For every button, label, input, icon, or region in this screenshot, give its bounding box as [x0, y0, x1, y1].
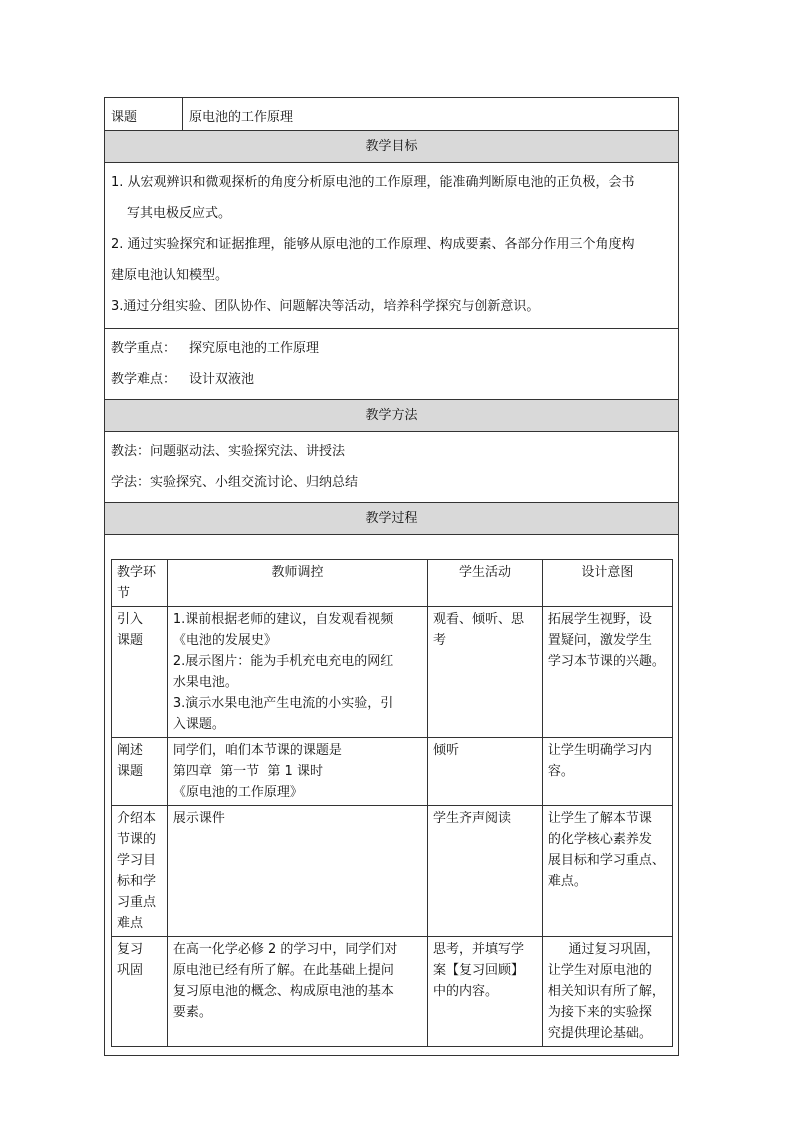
lesson-plan-page	[104, 97, 679, 1056]
student-line: 观看、倾听、思	[433, 612, 525, 627]
topic-value: 原电池的工作原理	[189, 110, 294, 125]
intent-line: 相关知识有所了解，	[547, 984, 665, 999]
intent-cell	[542, 806, 672, 937]
table-row	[112, 738, 673, 806]
stage-line: 阐述	[117, 743, 144, 758]
stage-line: 学习目	[117, 853, 157, 868]
teacher-line: 第四章 第一节 第 1 课时	[172, 764, 323, 779]
intent-cell	[542, 738, 672, 806]
teacher-line: 原电池已经有所了解。在此基础上提问	[172, 963, 394, 978]
objective-3: 3.通过分组实验、团队协作、问题解决等活动，培养科学探究与创新意识。	[111, 299, 540, 314]
teacher-line: 3.演示水果电池产生电流的小实验，引	[172, 696, 394, 711]
teacher-line: 复习原电池的概念、构成原电池的基本	[172, 984, 394, 999]
student-line: 倾听	[433, 743, 460, 758]
teaching-method: 教法：问题驱动法、实验探究法、讲授法	[111, 444, 346, 459]
intent-line: 置疑问，激发学生	[547, 633, 652, 648]
teacher-line: 《电池的发展史》	[172, 633, 277, 648]
teacher-line: 在高一化学必修 2 的学习中，同学们对	[172, 942, 398, 957]
teacher-line: 展示课件	[172, 811, 225, 826]
intent-cell	[542, 937, 672, 1047]
intent-cell	[542, 607, 672, 738]
objective-1-line-2: 写其电极反应式。	[127, 206, 232, 221]
table-row	[112, 806, 673, 937]
topic-row	[105, 98, 678, 131]
stage-line: 复习	[117, 942, 144, 957]
process-header-row	[112, 560, 673, 607]
stage-cell	[112, 806, 168, 937]
process-header: 教学过程	[105, 503, 678, 535]
stage-line: 课题	[117, 633, 144, 648]
objective-2-line-1: 2. 通过实验探究和证据推理，能够从原电池的工作原理、构成要素、各部分作用三个角度构	[111, 237, 635, 252]
column-header-stage: 教学环节	[112, 560, 168, 607]
intent-line: 的化学核心素养发	[547, 832, 652, 847]
stage-line: 介绍本	[117, 811, 157, 826]
teacher-line: 同学们，咱们本节课的课题是	[172, 743, 342, 758]
teacher-cell	[167, 937, 427, 1047]
intent-line: 究提供理论基础。	[547, 1026, 652, 1041]
student-line: 学生齐声阅读	[433, 811, 512, 826]
difficulty-label: 教学难点：	[111, 372, 177, 387]
intent-line: 展目标和学习重点、	[547, 853, 665, 868]
intent-line: 让学生对原电池的	[547, 963, 652, 978]
lesson-plan-table	[104, 97, 679, 1056]
table-row	[112, 607, 673, 738]
stage-cell	[112, 738, 168, 806]
intent-line: 拓展学生视野，设	[547, 612, 652, 627]
student-cell	[428, 806, 543, 937]
student-line: 考	[433, 633, 447, 648]
student-line: 案【复习回顾】	[433, 963, 525, 978]
intent-line: 为接下来的实验探	[547, 1005, 652, 1020]
stage-line: 课题	[117, 764, 144, 779]
stage-cell	[112, 937, 168, 1047]
stage-line: 引入	[117, 612, 144, 627]
intent-line: 通过复习巩固，	[547, 942, 660, 957]
stage-cell	[112, 607, 168, 738]
focus-label: 教学重点：	[111, 341, 177, 356]
intent-line: 学习本节课的兴趣。	[547, 654, 665, 669]
intent-line: 让学生了解本节课	[547, 811, 652, 826]
topic-label: 课题	[105, 98, 183, 130]
stage-line: 节课的	[117, 832, 157, 847]
student-cell	[428, 607, 543, 738]
stage-line: 标和学	[117, 874, 157, 889]
process-section	[105, 535, 678, 1055]
key-points	[105, 329, 678, 400]
focus-value: 探究原电池的工作原理	[189, 341, 320, 356]
teacher-cell	[167, 806, 427, 937]
teacher-line: 1.课前根据老师的建议，自发观看视频	[172, 612, 394, 627]
intent-line: 让学生明确学习内	[547, 743, 652, 758]
objective-2-line-2: 建原电池认知模型。	[111, 268, 229, 283]
student-line: 中的内容。	[433, 984, 499, 999]
teacher-line: 水果电池。	[172, 675, 238, 690]
objectives-header: 教学目标	[105, 131, 678, 163]
student-line: 思考，并填写学	[433, 942, 525, 957]
student-cell	[428, 738, 543, 806]
difficulty-value: 设计双液池	[189, 372, 255, 387]
process-body	[112, 607, 673, 1047]
column-header-student: 学生活动	[428, 560, 543, 607]
difficulty-line	[111, 364, 672, 395]
column-header-teacher: 教师调控	[167, 560, 427, 607]
stage-line: 习重点	[117, 895, 157, 910]
intent-line: 难点。	[547, 874, 587, 889]
stage-line: 巩固	[117, 963, 144, 978]
methods-list	[105, 432, 678, 503]
focus-line	[111, 333, 672, 364]
methods-header: 教学方法	[105, 400, 678, 432]
teacher-line: 入课题。	[172, 717, 225, 732]
stage-line: 难点	[117, 916, 144, 931]
teacher-line: 2.展示图片：能为手机充电充电的网红	[172, 654, 394, 669]
objectives-list	[105, 163, 678, 329]
teacher-cell	[167, 738, 427, 806]
objective-1-line-1: 1. 从宏观辨识和微观探析的角度分析原电池的工作原理，能准确判断原电池的正负极，会书	[111, 175, 635, 190]
table-row	[112, 937, 673, 1047]
column-header-intent: 设计意图	[542, 560, 672, 607]
process-table	[111, 559, 673, 1047]
teacher-line: 《原电池的工作原理》	[172, 785, 303, 800]
teacher-cell	[167, 607, 427, 738]
teacher-line: 要素。	[172, 1005, 212, 1020]
learning-method: 学法：实验探究、小组交流讨论、归纳总结	[111, 475, 359, 490]
intent-line: 容。	[547, 764, 574, 779]
student-cell	[428, 937, 543, 1047]
